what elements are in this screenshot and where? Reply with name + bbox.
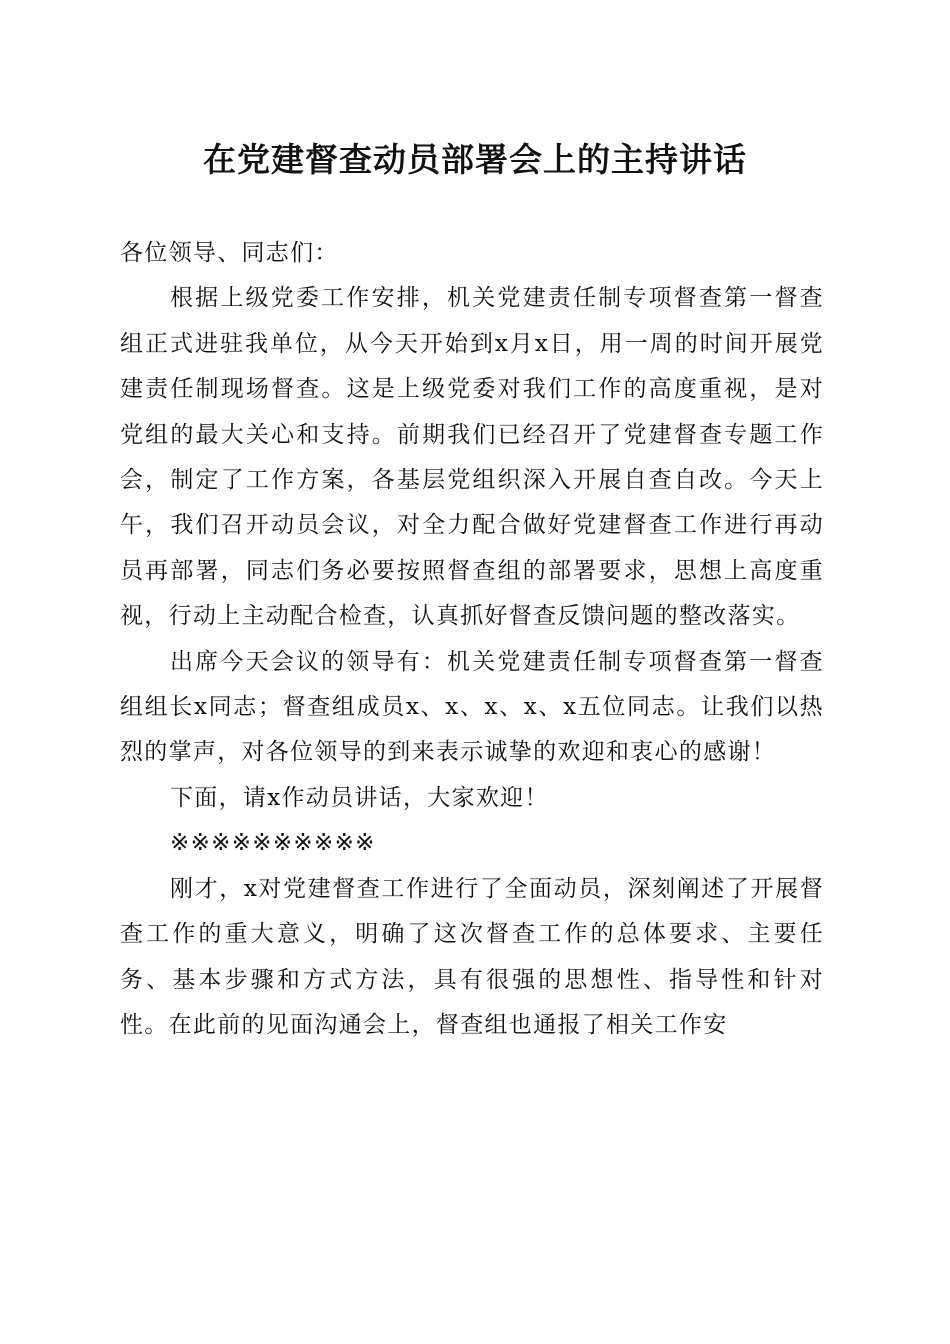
paragraph-3: 下面，请x作动员讲话，大家欢迎！ — [170, 784, 549, 811]
paragraph-1: 根据上级党委工作安排，机关党建责任制专项督查第一督查组正式进驻我单位，从今天开始到x月x日，用一周的时间开展党建责任制现场督查。这是上级党委对我们工作的高度重视，是对党组的最大关心和支持。前期我们已经召开了党建督查专题工作会，制定了工作方案，各基层党组织深入开展自查自改。今天上午，我们召开动员会议，对全力配合做好党建督查工作进行再动员再部署，同志们务必要按照督查组的部署要求，思想上高度重视，行动上主动配合检查，认真抓好督查反馈问题的整改落实。 — [120, 285, 824, 630]
document-title: 在党建督查动员部署会上的主持讲话 — [203, 140, 747, 179]
document-body — [120, 231, 824, 1048]
salutation: 各位领导、同志们： — [120, 240, 339, 266]
paragraph-4: 刚才，x对党建督查工作进行了全面动员，深刻阐述了开展督查工作的重大意义，明确了这次督查工作的总体要求、主要任务、基本步骤和方式方法，具有很强的思想性、指导性和针对性。在此前的见面沟通会上，督查组也通报了相关工作安 — [120, 875, 824, 1038]
paragraph-2: 出席今天会议的领导有：机关党建责任制专项督查第一督查组组长x同志；督查组成员x、x、x、x、x五位同志。让我们以热烈的掌声，对各位领导的到来表示诚挚的欢迎和衷心的感谢！ — [120, 648, 824, 766]
section-separator: ※※※※※※※※※※ — [170, 830, 376, 857]
